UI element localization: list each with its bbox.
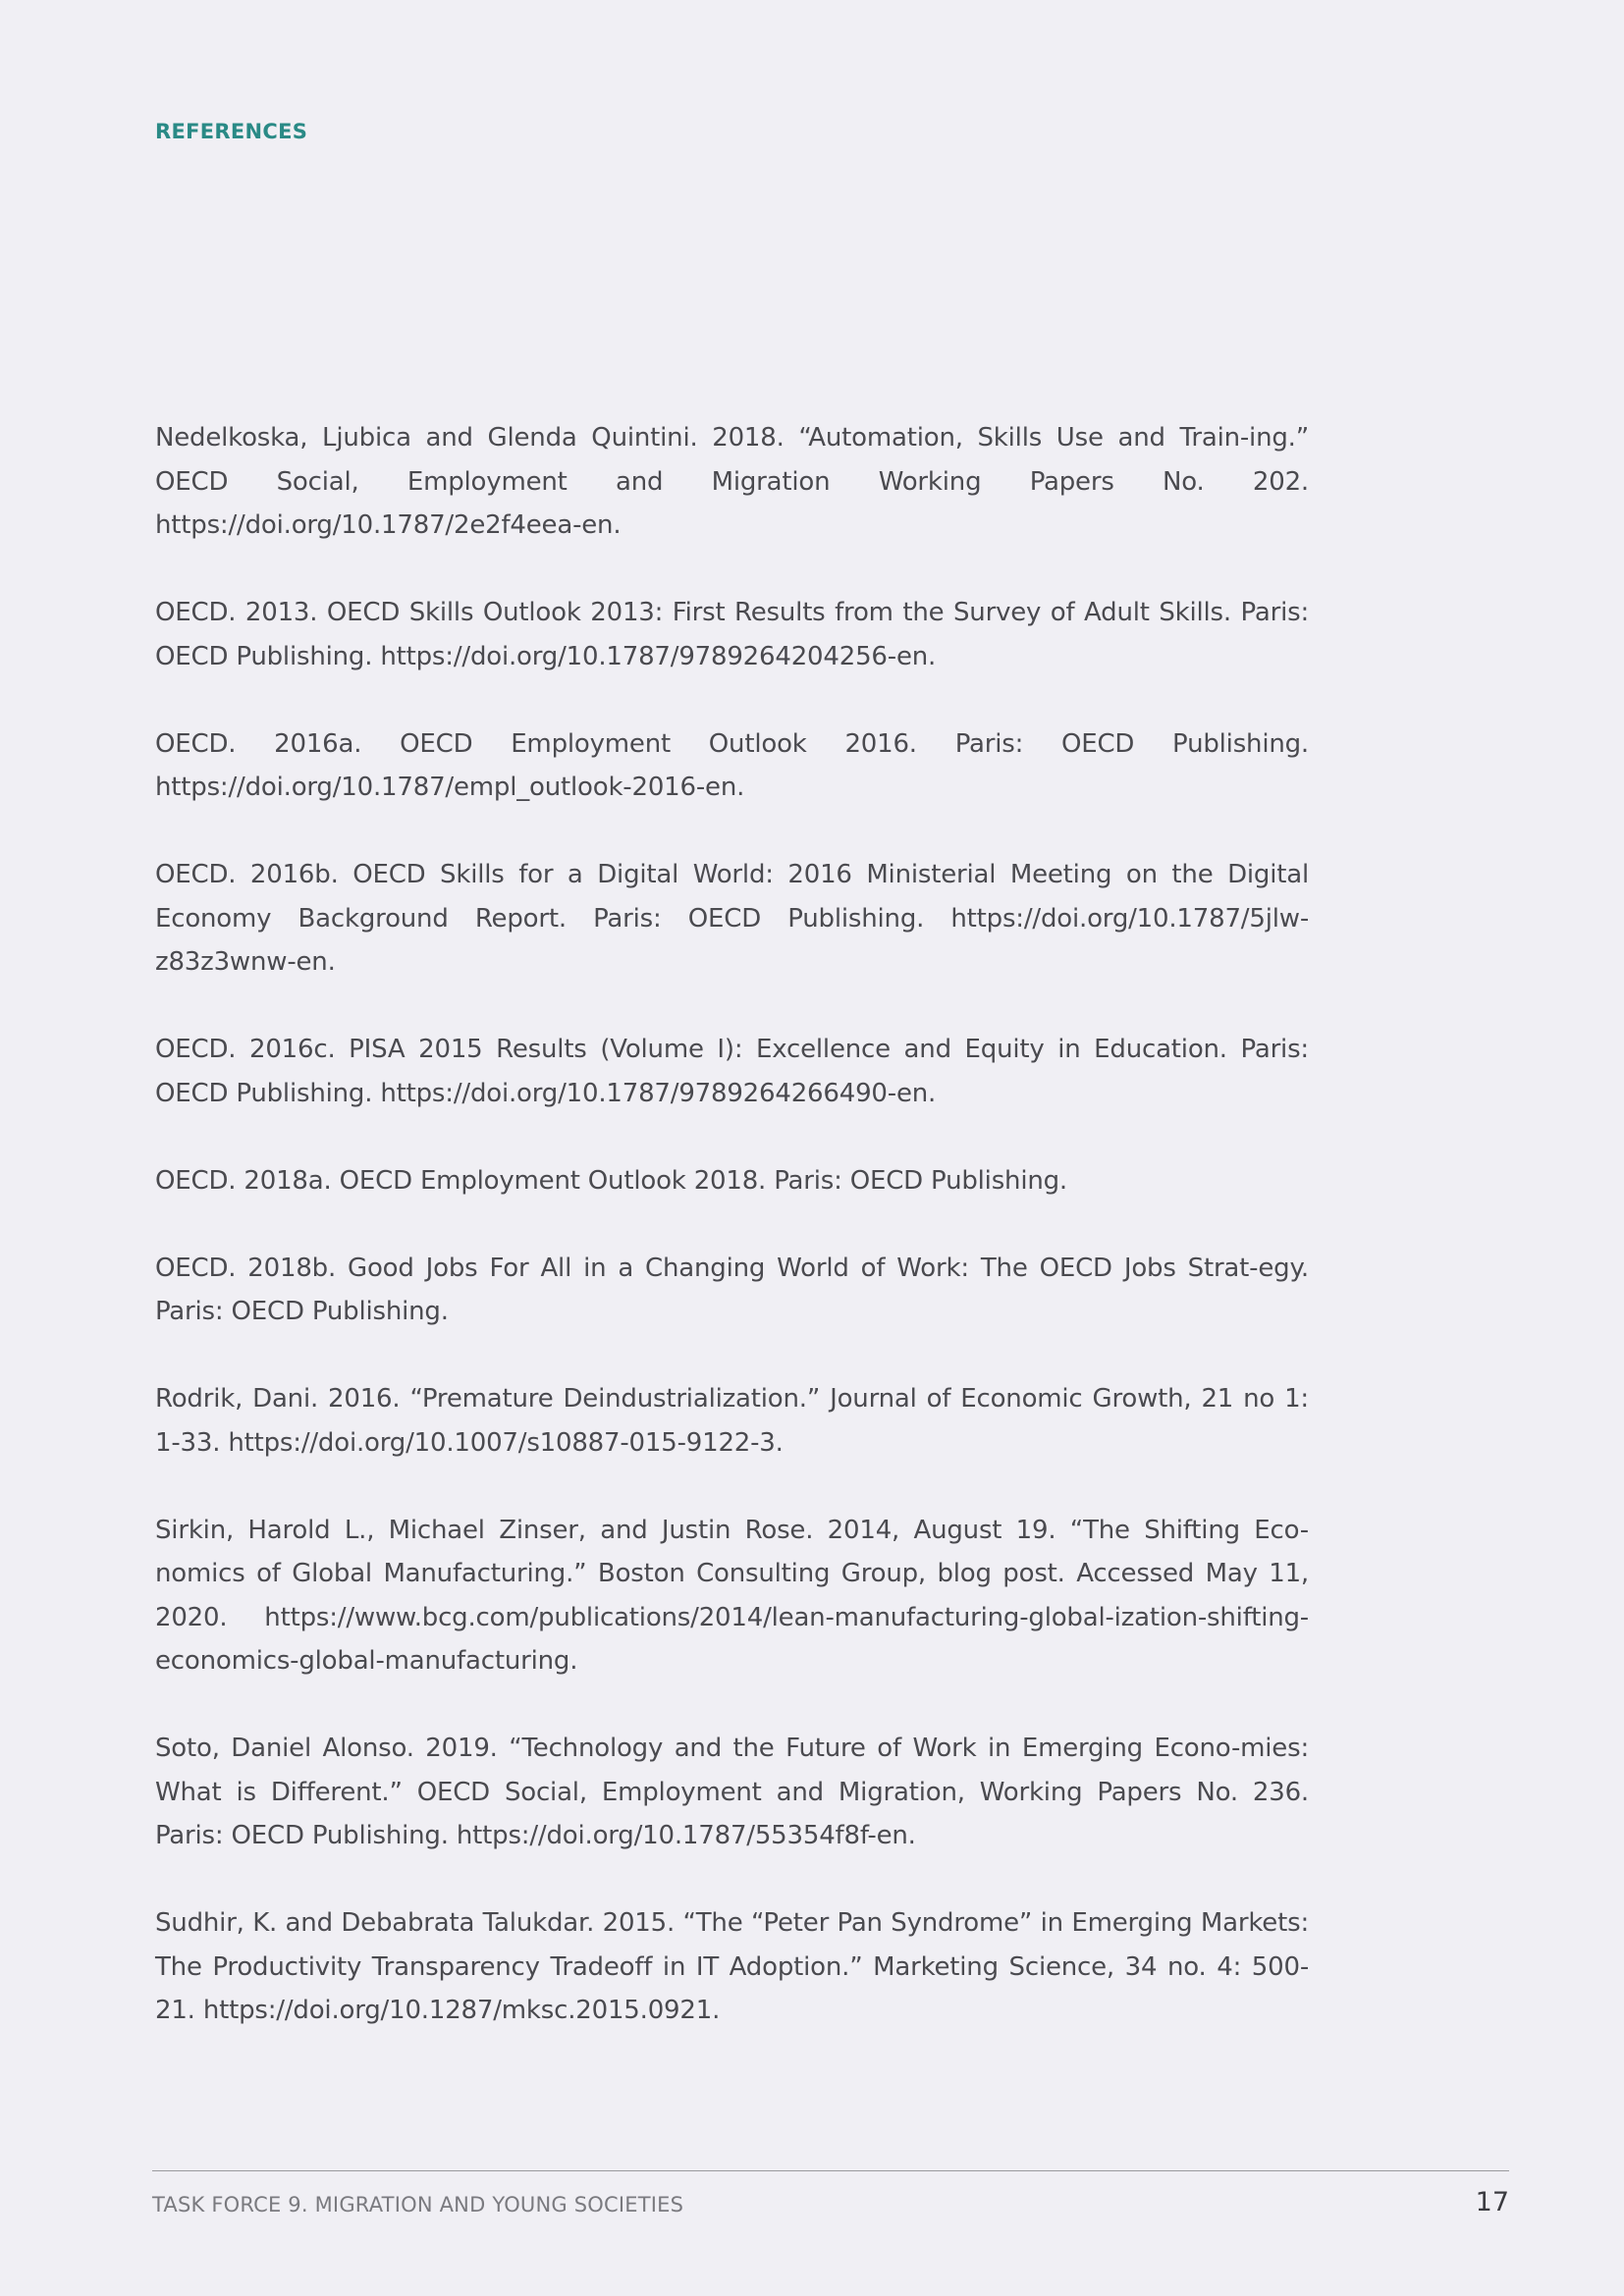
reference-entry: OECD. 2016a. OECD Employment Outlook 2016. Paris: OECD Publishing. https://doi.org/10.1787/empl_outlook-2016-en.	[155, 728, 1309, 802]
reference-entry: Soto, Daniel Alonso. 2019. “Technology and the Future of Work in Emerging Econo-mies: What is Different.” OECD Social, Employment and Migration, Working Papers No. 236. Paris: OECD Publishing. https://doi.org/10.1787/55354f8f-en.	[155, 1734, 1309, 1850]
page-number: 17	[1475, 2187, 1509, 2217]
reference-entry: OECD. 2016c. PISA 2015 Results (Volume I): Excellence and Equity in Education. Paris: OECD Publishing. https://doi.org/10.1787/9789264266490-en.	[155, 1035, 1309, 1108]
footer-running-title: TASK FORCE 9. MIGRATION AND YOUNG SOCIETIES	[152, 2193, 684, 2216]
section-label: REFERENCES	[155, 120, 308, 143]
reference-entry: Sudhir, K. and Debabrata Talukdar. 2015. “The “Peter Pan Syndrome” in Emerging Markets: The Productivity Transparency Tradeoff in IT Adoption.” Marketing Science, 34 no. 4: 500-21. https://doi.org/10.1287/mksc.2015.0921.	[155, 1908, 1309, 2025]
reference-entry: Sirkin, Harold L., Michael Zinser, and Justin Rose. 2014, August 19. “The Shifting Eco-nomics of Global Manufacturing.” Boston Consulting Group, blog post. Accessed May 11, 2020. https://www.bcg.com/publications/2014/lean-manufacturing-global-ization-shifting-economics-global-manufacturing.	[155, 1515, 1309, 1676]
reference-entry: Rodrik, Dani. 2016. “Premature Deindustrialization.” Journal of Economic Growth, 21 no 1: 1-33. https://doi.org/10.1007/s10887-015-9122-3.	[155, 1384, 1309, 1458]
reference-entry: OECD. 2013. OECD Skills Outlook 2013: First Results from the Survey of Adult Skills. Paris: OECD Publishing. https://doi.org/10.1787/9789264204256-en.	[155, 598, 1309, 671]
reference-entry: Nedelkoska, Ljubica and Glenda Quintini. 2018. “Automation, Skills Use and Train-ing.” OECD Social, Employment and Migration Working Papers No. 202. https://doi.org/10.1787/2e2f4eea-en.	[155, 423, 1309, 540]
reference-list	[155, 416, 1309, 2076]
footer-divider	[152, 2170, 1509, 2171]
reference-entry: OECD. 2018a. OECD Employment Outlook 2018. Paris: OECD Publishing.	[155, 1165, 1067, 1196]
reference-entry: OECD. 2018b. Good Jobs For All in a Changing World of Work: The OECD Jobs Strat-egy. Paris: OECD Publishing.	[155, 1253, 1309, 1326]
reference-entry: OECD. 2016b. OECD Skills for a Digital World: 2016 Ministerial Meeting on the Digital Economy Background Report. Paris: OECD Publishing. https://doi.org/10.1787/5jlw-z83z3wnw-en.	[155, 860, 1309, 977]
